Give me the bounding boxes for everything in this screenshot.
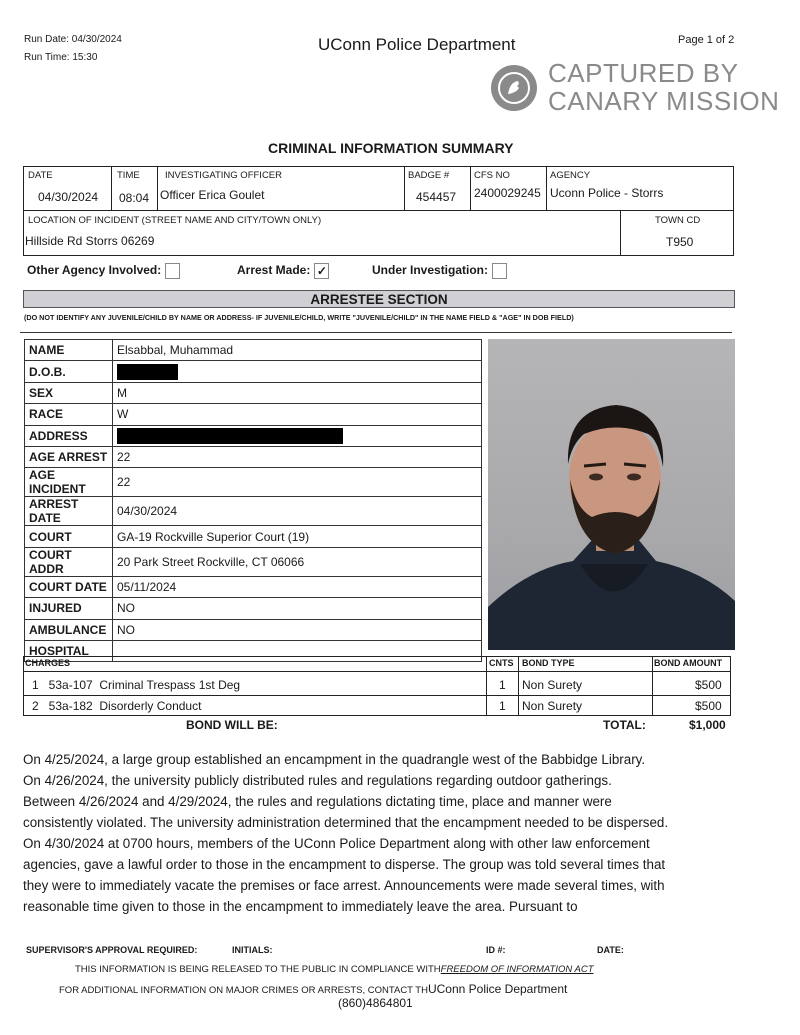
arrestee-heading-text: ARRESTEE SECTION	[310, 292, 448, 307]
divider	[157, 166, 158, 210]
contact-line	[59, 980, 567, 998]
canary-logo-icon	[490, 64, 538, 112]
section-rule	[20, 332, 732, 333]
field-value: W	[113, 404, 482, 425]
field-label: D.O.B.	[25, 361, 113, 382]
bond-will-be: BOND WILL BE:	[186, 718, 278, 732]
arrest-made-checkbox[interactable]: ✓	[314, 263, 329, 279]
total-label: TOTAL:	[603, 718, 646, 732]
officer-label: INVESTIGATING OFFICER	[165, 170, 282, 181]
charge-amount: $500	[695, 699, 722, 713]
charges-header: CHARGES	[25, 658, 71, 668]
field-label: NAME	[25, 340, 113, 361]
field-value	[113, 425, 482, 446]
divider	[23, 671, 731, 672]
narrative-paragraph: Between 4/26/2024 and 4/29/2024, the rules and regulations dictating time, place and manner were consistently violated. The university administration determined that the encampment needed to be dispersed.	[23, 794, 669, 830]
location-value: Hillside Rd Storrs 06269	[25, 234, 155, 248]
foia-text: THIS INFORMATION IS BEING RELEASED TO THE PUBLIC IN COMPLIANCE WITH	[75, 964, 441, 975]
table-row	[25, 619, 482, 640]
field-label: COURT ADDR	[25, 547, 113, 576]
divider	[620, 210, 621, 256]
location-label: LOCATION OF INCIDENT (STREET NAME AND CITY/TOWN ONLY)	[28, 215, 322, 226]
field-label: ARREST DATE	[25, 497, 113, 526]
contact-phone: (860)4864801	[338, 996, 413, 1010]
divider	[111, 166, 112, 210]
divider	[518, 656, 519, 716]
foia-link[interactable]: FREEDOM OF INFORMATION ACT	[440, 964, 594, 975]
divider	[546, 166, 547, 210]
table-row	[25, 576, 482, 597]
table-row	[25, 598, 482, 619]
redaction-bar	[117, 428, 343, 444]
cfs-label: CFS NO	[474, 170, 510, 181]
field-value: Elsabbal, Muhammad	[113, 340, 482, 361]
field-label: AGE INCIDENT	[25, 468, 113, 497]
id-label: ID #:	[486, 945, 506, 955]
field-label: ADDRESS	[25, 425, 113, 446]
divider	[23, 695, 731, 696]
table-row	[25, 361, 482, 382]
field-value: GA-19 Rockville Superior Court (19)	[113, 526, 482, 547]
time-value: 08:04	[119, 191, 150, 205]
watermark-line2: CANARY MISSION	[548, 86, 780, 116]
under-investigation-label: Under Investigation:	[372, 263, 489, 278]
arrestee-photo	[488, 339, 735, 650]
summary-title: CRIMINAL INFORMATION SUMMARY	[268, 140, 514, 156]
field-value: NO	[113, 619, 482, 640]
officer-value: Officer Erica Goulet	[160, 188, 265, 202]
field-value: M	[113, 382, 482, 403]
charge-desc: 2 53a-182 Disorderly Conduct	[32, 699, 202, 713]
divider	[470, 166, 471, 210]
date-label: DATE	[28, 170, 53, 181]
divider	[652, 656, 653, 716]
divider	[486, 656, 487, 716]
field-label: COURT DATE	[25, 576, 113, 597]
other-agency-label: Other Agency Involved:	[27, 263, 162, 278]
field-value: 20 Park Street Rockville, CT 06066	[113, 547, 482, 576]
charge-bond-type: Non Surety	[522, 699, 583, 713]
field-value	[113, 361, 482, 382]
run-date: Run Date: 04/30/2024	[24, 34, 122, 45]
field-value: 05/11/2024	[113, 576, 482, 597]
time-label: TIME	[117, 170, 140, 181]
town-value: T950	[666, 235, 694, 249]
narrative-paragraph: On 4/26/2024, the university publicly distributed rules and regulations regarding outdoor gatherings.	[23, 773, 612, 788]
initials-label: INITIALS:	[232, 945, 273, 955]
field-label: INJURED	[25, 598, 113, 619]
under-investigation-flag[interactable]	[372, 263, 507, 279]
table-row	[25, 497, 482, 526]
badge-value: 454457	[416, 190, 457, 204]
charge-desc: 1 53a-107 Criminal Trespass 1st Deg	[32, 678, 241, 692]
narrative-paragraph: On 4/30/2024 at 0700 hours, members of the UConn Police Department along with other law enforcement agencies, gave a lawful order to those in the encampment to disperse. The group was told several times that they were to immediately vacate the premises or face arrest. Announcements were made several times, with reasonable time given to those in the encampment to immediately leave the area. Pursuant to	[23, 836, 666, 914]
table-row	[25, 382, 482, 403]
other-agency-flag[interactable]	[27, 263, 180, 279]
date-value: 04/30/2024	[38, 190, 99, 204]
narrative-paragraph: On 4/25/2024, a large group established an encampment in the quadrangle west of the Babbidge Library.	[23, 752, 646, 767]
charge-bond-type: Non Surety	[522, 678, 583, 692]
contact-text: FOR ADDITIONAL INFORMATION ON MAJOR CRIMES OR ARRESTS, CONTACT TH	[59, 985, 428, 996]
arrestee-table	[24, 339, 482, 662]
badge-label: BADGE #	[408, 170, 450, 181]
supervisor-label: SUPERVISOR'S APPROVAL REQUIRED:	[26, 945, 198, 955]
field-label: COURT	[25, 526, 113, 547]
field-label: RACE	[25, 404, 113, 425]
field-value: 22	[113, 468, 482, 497]
department-title: UConn Police Department	[318, 35, 516, 54]
field-label: SEX	[25, 382, 113, 403]
field-value: 22	[113, 446, 482, 467]
field-value: 04/30/2024	[113, 497, 482, 526]
bond-type-header: BOND TYPE	[522, 658, 575, 668]
agency-value: Uconn Police - Storrs	[550, 186, 664, 200]
field-label: AGE ARREST	[25, 446, 113, 467]
charge-cnts: 1	[499, 678, 506, 692]
cfs-value: 2400029245	[474, 186, 541, 200]
under-investigation-checkbox[interactable]	[492, 263, 507, 279]
foia-line	[75, 964, 594, 975]
contact-department: UConn Police Department	[427, 982, 568, 996]
watermark-line1: CAPTURED BY	[548, 58, 739, 88]
incident-divider	[23, 210, 734, 211]
arrestee-note: (DO NOT IDENTIFY ANY JUVENILE/CHILD BY NAME OR ADDRESS- IF JUVENILE/CHILD, WRITE "JUVENILE/CHILD" IN THE NAME FIELD & "AGE" IN DOB FIELD)	[24, 313, 574, 322]
date-label-footer: DATE:	[597, 945, 624, 955]
divider	[404, 166, 405, 210]
field-label: AMBULANCE	[25, 619, 113, 640]
page-number: Page 1 of 2	[678, 34, 735, 46]
total-value: $1,000	[689, 718, 726, 732]
town-label: TOWN CD	[655, 215, 701, 226]
charge-cnts: 1	[499, 699, 506, 713]
run-time: Run Time: 15:30	[24, 52, 98, 63]
field-label: HOSPITAL	[25, 640, 113, 661]
table-row	[25, 468, 482, 497]
table-row	[25, 404, 482, 425]
arrest-made-label: Arrest Made:	[237, 263, 311, 278]
bond-amount-header: BOND AMOUNT	[654, 658, 723, 668]
table-row	[25, 526, 482, 547]
table-row	[25, 425, 482, 446]
redaction-bar	[117, 364, 178, 380]
agency-label: AGENCY	[550, 170, 591, 181]
table-row	[25, 547, 482, 576]
arrest-made-flag[interactable]	[237, 263, 329, 279]
narrative	[23, 749, 703, 917]
table-row	[25, 340, 482, 361]
charge-amount: $500	[695, 678, 722, 692]
cnts-header: CNTS	[489, 658, 514, 668]
table-row	[25, 446, 482, 467]
other-agency-checkbox[interactable]	[165, 263, 180, 279]
field-value: NO	[113, 598, 482, 619]
arrestee-heading	[23, 290, 735, 308]
